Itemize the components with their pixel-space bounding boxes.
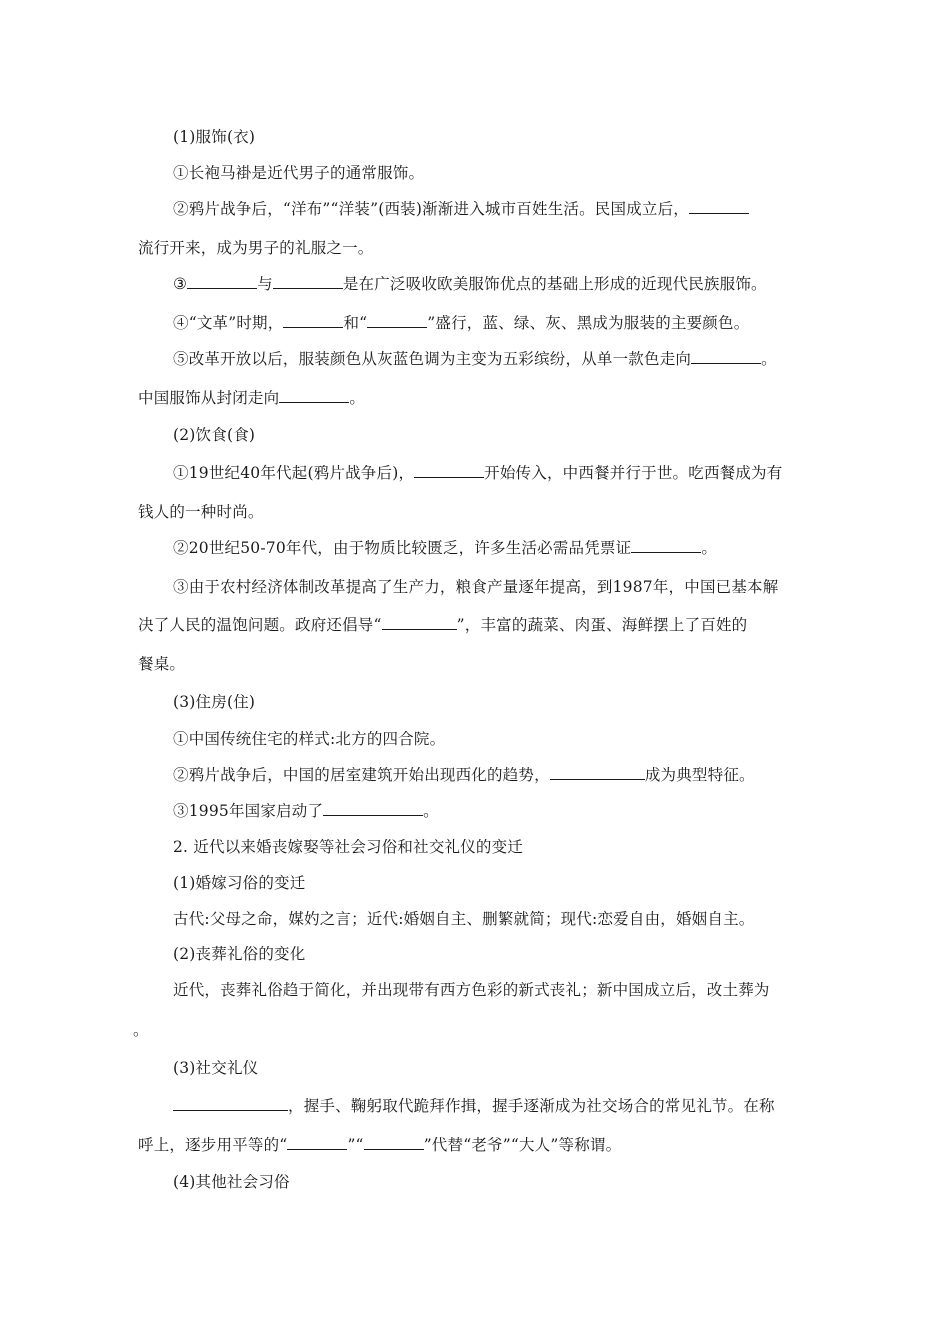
paragraph-line [173,313,749,333]
fill-blank[interactable] [382,615,457,630]
text: 流行开来，成为男子的礼服之一。 [138,239,374,257]
text: ”代替“老爷”“大人”等称谓。 [423,1136,622,1154]
heading-marriage [173,873,305,893]
section-heading-2 [173,837,523,857]
fill-blank[interactable] [323,801,423,816]
text: 餐桌。 [138,655,186,673]
heading-text: (1)婚嫁习俗的变迁 [173,874,306,892]
fill-blank[interactable] [414,463,484,478]
heading-text: (1)服饰(衣) [173,128,256,146]
text: 决了人民的温饱问题。政府还倡导“ [138,616,382,634]
paragraph-line [173,349,777,369]
text: 是在广泛吸收欧美服饰优点的基础上形成的近现代民族服饰。 [342,275,767,293]
heading-housing [173,692,255,712]
paragraph-line [173,163,424,183]
fill-blank[interactable] [364,1135,424,1150]
paragraph-line [138,238,374,258]
text: 开始传入，中西餐并行于世。吃西餐成为有 [484,464,783,482]
heading-text: (2)饮食(食) [173,426,256,444]
text: 古代:父母之命，媒妁之言；近代:婚姻自主、删繁就简；现代:恋爱自由，婚姻自主。 [173,910,755,928]
heading-text: (2)丧葬礼俗的变化 [173,945,306,963]
text: ①长袍马褂是近代男子的通常服饰。 [173,164,425,182]
text: 与 [257,275,273,293]
text: 。 [701,539,718,557]
text: ②20世纪50-70年代，由于物质比较匮乏，许多生活必需品凭票证 [173,539,632,557]
text: ”，丰富的蔬菜、肉蛋、海鲜摆上了百姓的 [456,616,748,634]
text: 。 [349,389,366,407]
text: ③ [173,275,188,293]
paragraph-line [173,909,754,929]
text: ，握手、鞠躬取代跪拜作揖，握手逐渐成为社交场合的常见礼节。在称 [288,1097,775,1115]
fill-blank[interactable] [273,274,343,289]
paragraph-line [173,274,767,294]
text: ③1995年国家启动了 [173,802,324,820]
text: ②鸦片战争后，中国的居室建筑开始出现西化的趋势， [173,766,550,784]
paragraph-line [138,1135,621,1155]
heading-other-customs [173,1172,290,1192]
fill-blank[interactable] [287,1135,347,1150]
heading-text: 2. 近代以来婚丧嫁娶等社会习俗和社交礼仪的变迁 [173,838,524,856]
heading-funeral [173,944,305,964]
text: 和“ [343,314,368,332]
fill-blank[interactable] [550,765,645,780]
heading-etiquette [173,1058,258,1078]
heading-text: (4)其他社会习俗 [173,1173,290,1191]
paragraph-line [173,729,445,749]
fill-blank[interactable] [367,313,427,328]
text: ②鸦片战争后，“洋布”“洋装”(西装)渐渐进入城市百姓生活。民国成立后， [173,200,689,218]
paragraph-line [138,654,185,674]
fill-blank[interactable] [283,313,343,328]
heading-text: (3)住房(住) [173,693,256,711]
paragraph-line [173,980,770,1000]
paragraph-line [173,463,782,483]
text: ”“ [347,1136,364,1154]
fill-blank[interactable] [691,349,761,364]
paragraph-line [173,1096,775,1116]
text: 成为典型特征。 [644,766,755,784]
heading-text: (3)社交礼仪 [173,1059,259,1077]
text: 中国服饰从封闭走向 [138,389,280,407]
text: ”盛行，蓝、绿、灰、黑成为服装的主要颜色。 [427,314,750,332]
text: 近代，丧葬礼俗趋于简化，并出现带有西方色彩的新式丧礼；新中国成立后，改土葬为 [173,981,770,999]
paragraph-line [173,577,778,597]
paragraph-line [173,801,439,821]
paragraph-line [138,615,747,635]
fill-blank[interactable] [689,199,749,214]
text: 。 [761,350,777,368]
text: 钱人的一种时尚。 [138,503,264,521]
paragraph-line [138,502,264,522]
paragraph-line [173,199,749,219]
text: ①中国传统住宅的样式:北方的四合院。 [173,730,446,748]
paragraph-line [138,388,365,408]
text: ③由于农村经济体制改革提高了生产力，粮食产量逐年提高，到1987年，中国已基本解 [173,578,779,596]
text: ④“文革”时期， [173,314,284,332]
fill-blank[interactable] [279,388,349,403]
heading-food [173,425,255,445]
text: ⑤改革开放以后，服装颜色从灰蓝色调为主变为五彩缤纷，从单一款色走向 [173,350,692,368]
fill-blank[interactable] [631,538,701,553]
paragraph-line [133,1020,149,1040]
text: 呼上，逐步用平等的“ [138,1136,288,1154]
text: ①19世纪40年代起(鸦片战争后)， [173,464,415,482]
paragraph-line [173,538,717,558]
text: 。 [133,1021,149,1039]
heading-clothing [173,127,255,147]
fill-blank[interactable] [187,274,257,289]
paragraph-line [173,765,755,785]
fill-blank[interactable] [173,1096,288,1111]
text: 。 [423,802,439,820]
